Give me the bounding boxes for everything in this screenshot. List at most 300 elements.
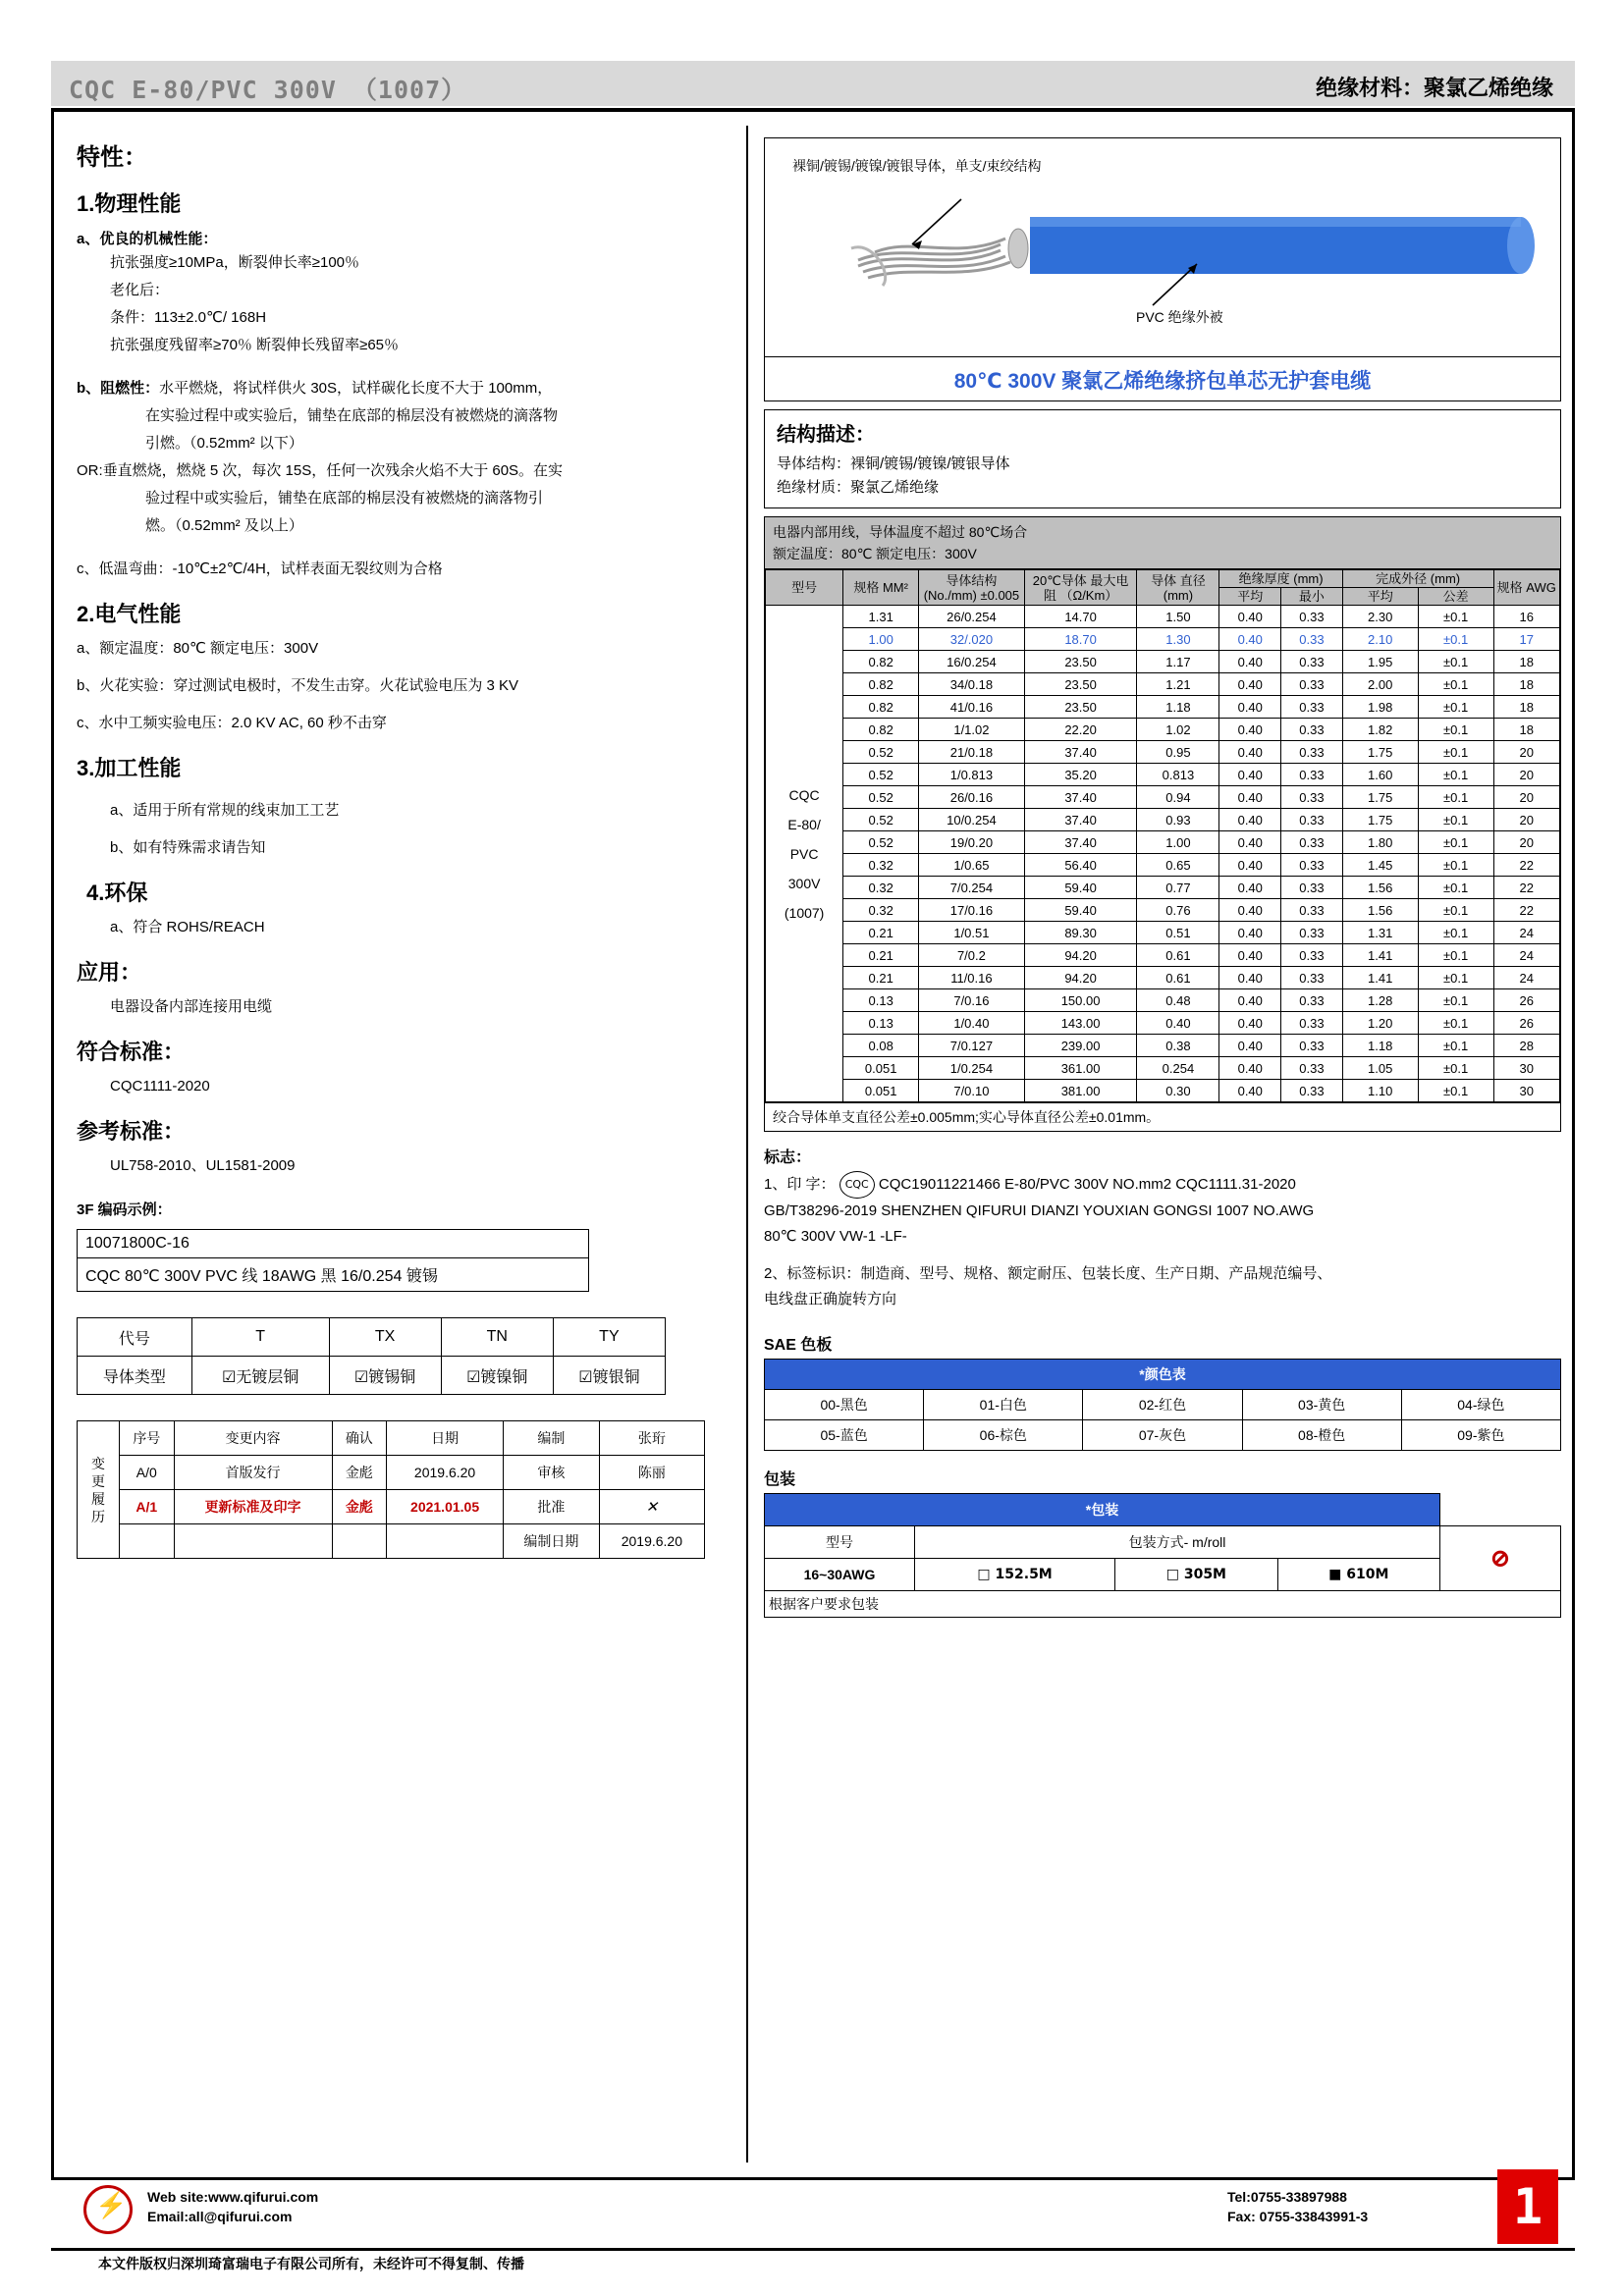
table-row bbox=[766, 741, 1560, 764]
spec-awg: 20 bbox=[1493, 809, 1559, 831]
physical-a-line3: 条件：113±2.0℃/ 168H bbox=[110, 309, 267, 326]
th-insulation: 绝缘厚度 (mm) bbox=[1219, 570, 1342, 588]
spec-awg: 18 bbox=[1493, 651, 1559, 673]
physical-a-line1: 抗张强度≥10MPa，断裂伸长率≥100％ bbox=[110, 254, 360, 271]
spec-conductor: 11/0.16 bbox=[919, 967, 1025, 989]
table-row bbox=[765, 1360, 1561, 1390]
spec-out-tol: ±0.1 bbox=[1418, 922, 1493, 944]
footer-website[interactable]: Web site:www.qifurui.com bbox=[147, 2189, 319, 2205]
spec-out-avg: 1.98 bbox=[1342, 696, 1418, 719]
features-title: 特性： bbox=[77, 144, 147, 171]
footer-tel: Tel:0755-33897988 bbox=[1227, 2189, 1347, 2205]
spec-resistance: 381.00 bbox=[1024, 1080, 1137, 1102]
spec-resistance: 56.40 bbox=[1024, 854, 1137, 877]
conductor-type-tx[interactable]: ☑镀锡铜 bbox=[329, 1357, 441, 1395]
th-model: 型号 bbox=[766, 570, 843, 606]
section-processing-title: 3.加工性能 bbox=[77, 756, 182, 780]
spec-size: 0.08 bbox=[843, 1035, 919, 1057]
spec-awg: 20 bbox=[1493, 831, 1559, 854]
physical-b-line4: OR:垂直燃烧，燃烧 5 次，每次 15S，任何一次残余火焰不大于 60S。在实 bbox=[77, 462, 564, 479]
spec-size: 0.52 bbox=[843, 764, 919, 786]
color-04: 04-绿色 bbox=[1401, 1390, 1560, 1420]
electrical-c-line: c、水中工频实验电压：2.0 KV AC, 60 秒不击穿 bbox=[77, 715, 387, 731]
table-row bbox=[766, 628, 1560, 651]
header-right-title: 绝缘材料：聚氯乙烯绝缘 bbox=[1315, 76, 1553, 100]
footer-email[interactable]: Email:all@qifurui.com bbox=[147, 2209, 293, 2224]
table-row bbox=[766, 1080, 1560, 1102]
cable-illustration-box bbox=[764, 137, 1561, 357]
footer-rule-top bbox=[51, 2177, 1575, 2180]
table-row bbox=[78, 1456, 705, 1490]
structure-line2: 绝缘材质：聚氯乙烯绝缘 bbox=[777, 479, 940, 496]
th-insulation-avg: 平均 bbox=[1219, 588, 1281, 606]
packaging-h-method: 包装方式- m/roll bbox=[915, 1526, 1440, 1559]
footer-phone-block bbox=[1227, 2187, 1368, 2226]
processing-b-line: b、如有特殊需求请告知 bbox=[110, 839, 266, 856]
spec-awg: 28 bbox=[1493, 1035, 1559, 1057]
spec-ins-min: 0.33 bbox=[1281, 719, 1343, 741]
spec-out-avg: 1.56 bbox=[1342, 899, 1418, 922]
marking-line1 bbox=[764, 1171, 1561, 1199]
footer-rule-bottom bbox=[51, 2248, 1575, 2251]
code-tx: TX bbox=[329, 1318, 441, 1357]
spec-awg: 16 bbox=[1493, 606, 1559, 628]
column-divider bbox=[746, 126, 748, 2163]
spec-size: 0.051 bbox=[843, 1080, 919, 1102]
code-t: T bbox=[191, 1318, 329, 1357]
spec-ins-min: 0.33 bbox=[1281, 1080, 1343, 1102]
spec-diameter: 0.94 bbox=[1137, 786, 1219, 809]
spec-resistance: 37.40 bbox=[1024, 831, 1137, 854]
table-row bbox=[766, 764, 1560, 786]
spec-ins-avg: 0.40 bbox=[1219, 1012, 1281, 1035]
color-table-title: *颜色表 bbox=[765, 1360, 1561, 1390]
conductor-type-tn[interactable]: ☑镀镍铜 bbox=[441, 1357, 553, 1395]
spec-out-avg: 2.00 bbox=[1342, 673, 1418, 696]
th-diameter: 导体 直径 (mm) bbox=[1137, 570, 1219, 606]
th-size: 规格 MM² bbox=[843, 570, 919, 606]
spec-conductor: 7/0.254 bbox=[919, 877, 1025, 899]
th-awg: 规格 AWG bbox=[1493, 570, 1559, 606]
table-row bbox=[766, 831, 1560, 854]
table-row bbox=[78, 1490, 705, 1524]
application-title: 应用： bbox=[77, 960, 142, 985]
structure-line1: 导体结构：裸铜/镀锡/镀镍/镀银导体 bbox=[777, 455, 1010, 472]
spec-ins-min: 0.33 bbox=[1281, 628, 1343, 651]
spec-diameter: 0.30 bbox=[1137, 1080, 1219, 1102]
th-outer: 完成外径 (mm) bbox=[1342, 570, 1493, 588]
spec-out-avg: 1.75 bbox=[1342, 809, 1418, 831]
conductor-type-t[interactable]: ☑无镀层铜 bbox=[191, 1357, 329, 1395]
spec-awg: 18 bbox=[1493, 719, 1559, 741]
spec-resistance: 94.20 bbox=[1024, 944, 1137, 967]
spec-out-tol: ±0.1 bbox=[1418, 764, 1493, 786]
spec-conductor: 7/0.10 bbox=[919, 1080, 1025, 1102]
color-00: 00-黑色 bbox=[765, 1390, 924, 1420]
spec-resistance: 143.00 bbox=[1024, 1012, 1137, 1035]
spec-ins-avg: 0.40 bbox=[1219, 786, 1281, 809]
spec-out-tol: ±0.1 bbox=[1418, 1012, 1493, 1035]
spec-ins-min: 0.33 bbox=[1281, 1057, 1343, 1080]
spec-diameter: 0.40 bbox=[1137, 1012, 1219, 1035]
spec-out-avg: 1.41 bbox=[1342, 967, 1418, 989]
spec-conductor: 41/0.16 bbox=[919, 696, 1025, 719]
spec-resistance: 23.50 bbox=[1024, 673, 1137, 696]
spec-resistance: 59.40 bbox=[1024, 899, 1137, 922]
spec-ins-avg: 0.40 bbox=[1219, 764, 1281, 786]
spec-conductor: 16/0.254 bbox=[919, 651, 1025, 673]
spec-ins-min: 0.33 bbox=[1281, 651, 1343, 673]
table-row bbox=[766, 877, 1560, 899]
spec-conductor: 26/0.16 bbox=[919, 786, 1025, 809]
table-row bbox=[766, 606, 1560, 628]
spec-diameter: 1.02 bbox=[1137, 719, 1219, 741]
spec-resistance: 37.40 bbox=[1024, 786, 1137, 809]
spec-awg: 30 bbox=[1493, 1057, 1559, 1080]
spec-table-footnote: 绞合导体单支直径公差±0.005mm;实心导体直径公差±0.01mm。 bbox=[765, 1102, 1560, 1131]
marking-section bbox=[764, 1146, 1561, 1312]
table-row bbox=[766, 673, 1560, 696]
spec-size: 0.82 bbox=[843, 696, 919, 719]
spec-awg: 26 bbox=[1493, 989, 1559, 1012]
coding-example-box bbox=[77, 1229, 589, 1292]
spec-size: 0.32 bbox=[843, 899, 919, 922]
page-number: 1 bbox=[1497, 2169, 1558, 2244]
revision-r2-content: 更新标准及印字 bbox=[174, 1490, 332, 1524]
physical-a-line2: 老化后： bbox=[110, 282, 170, 298]
spec-out-tol: ±0.1 bbox=[1418, 899, 1493, 922]
coding-example-line1: 10071800C-16 bbox=[78, 1230, 588, 1258]
packaging-section bbox=[764, 1467, 1561, 1618]
approval-signature: ✕ bbox=[599, 1490, 704, 1524]
table-row bbox=[766, 809, 1560, 831]
revision-r2-role: 批准 bbox=[504, 1490, 600, 1524]
spec-awg: 18 bbox=[1493, 673, 1559, 696]
spec-ins-avg: 0.40 bbox=[1219, 809, 1281, 831]
table-row bbox=[766, 1012, 1560, 1035]
revision-r1-no: A/0 bbox=[120, 1456, 175, 1490]
color-06: 06-棕色 bbox=[924, 1420, 1083, 1451]
spec-diameter: 1.30 bbox=[1137, 628, 1219, 651]
revision-r1-name: 陈丽 bbox=[599, 1456, 704, 1490]
th-resistance: 20℃导体 最大电阻 （Ω/Km） bbox=[1024, 570, 1137, 606]
spec-conductor: 32/.020 bbox=[919, 628, 1025, 651]
spec-size: 0.21 bbox=[843, 944, 919, 967]
spec-awg: 17 bbox=[1493, 628, 1559, 651]
spec-awg: 24 bbox=[1493, 944, 1559, 967]
revision-r3-content bbox=[174, 1524, 332, 1559]
spec-awg: 20 bbox=[1493, 764, 1559, 786]
revision-r1-date: 2019.6.20 bbox=[387, 1456, 504, 1490]
revision-vertical-label: 变 更 履 历 bbox=[78, 1421, 120, 1559]
electrical-a-line: a、额定温度：80℃ 额定电压：300V bbox=[77, 640, 319, 657]
spec-ins-avg: 0.40 bbox=[1219, 899, 1281, 922]
spec-diameter: 0.38 bbox=[1137, 1035, 1219, 1057]
spec-out-tol: ±0.1 bbox=[1418, 606, 1493, 628]
spec-ins-min: 0.33 bbox=[1281, 922, 1343, 944]
spec-out-avg: 1.45 bbox=[1342, 854, 1418, 877]
spec-ins-min: 0.33 bbox=[1281, 1035, 1343, 1057]
revision-r2-no: A/1 bbox=[120, 1490, 175, 1524]
cable-caption: 80℃ 300V 聚氯乙烯绝缘挤包单芯无护套电缆 bbox=[953, 370, 1372, 393]
physical-b-row bbox=[77, 376, 725, 401]
th-outer-avg: 平均 bbox=[1342, 588, 1418, 606]
company-logo-icon: ⚡ bbox=[83, 2185, 129, 2230]
table-row bbox=[78, 1421, 705, 1456]
application-text: 电器设备内部连接用电缆 bbox=[110, 998, 273, 1015]
spec-ins-avg: 0.40 bbox=[1219, 628, 1281, 651]
spec-awg: 22 bbox=[1493, 899, 1559, 922]
packaging-opt-305[interactable]: □ 305M bbox=[1115, 1559, 1277, 1591]
packaging-table-title: *包装 bbox=[765, 1494, 1440, 1526]
spec-size: 0.13 bbox=[843, 1012, 919, 1035]
structure-title: 结构描述： bbox=[777, 424, 875, 446]
table-row bbox=[766, 944, 1560, 967]
spec-size: 0.52 bbox=[843, 831, 919, 854]
physical-b-line3: 引燃。（0.52mm² 以下） bbox=[145, 435, 303, 452]
spec-diameter: 0.76 bbox=[1137, 899, 1219, 922]
right-column bbox=[764, 137, 1561, 1618]
spec-size: 0.82 bbox=[843, 719, 919, 741]
spec-ins-avg: 0.40 bbox=[1219, 1035, 1281, 1057]
spec-out-tol: ±0.1 bbox=[1418, 741, 1493, 764]
company-logo: ⊘ bbox=[1440, 1526, 1561, 1591]
packaging-model: 16~30AWG bbox=[765, 1559, 915, 1591]
left-column bbox=[77, 137, 725, 1559]
reference-text: UL758-2010、UL1581-2009 bbox=[110, 1157, 296, 1174]
spec-conductor: 7/0.127 bbox=[919, 1035, 1025, 1057]
table-row bbox=[765, 1390, 1561, 1420]
spec-resistance: 37.40 bbox=[1024, 809, 1137, 831]
table-row bbox=[78, 1318, 666, 1357]
spec-ins-min: 0.33 bbox=[1281, 967, 1343, 989]
spec-resistance: 59.40 bbox=[1024, 877, 1137, 899]
spec-out-tol: ±0.1 bbox=[1418, 651, 1493, 673]
color-05: 05-蓝色 bbox=[765, 1420, 924, 1451]
spec-note-line2: 额定温度：80℃ 额定电压：300V bbox=[773, 546, 977, 561]
spec-out-avg: 1.05 bbox=[1342, 1057, 1418, 1080]
spec-ins-avg: 0.40 bbox=[1219, 741, 1281, 764]
table-row bbox=[766, 1035, 1560, 1057]
spec-ins-avg: 0.40 bbox=[1219, 696, 1281, 719]
spec-diameter: 0.254 bbox=[1137, 1057, 1219, 1080]
section-electrical-title: 2.电气性能 bbox=[77, 602, 182, 626]
spec-resistance: 150.00 bbox=[1024, 989, 1137, 1012]
spec-ins-min: 0.33 bbox=[1281, 854, 1343, 877]
spec-out-avg: 1.56 bbox=[1342, 877, 1418, 899]
table-row bbox=[78, 1357, 666, 1395]
spec-out-tol: ±0.1 bbox=[1418, 854, 1493, 877]
table-row bbox=[766, 967, 1560, 989]
spec-diameter: 0.65 bbox=[1137, 854, 1219, 877]
spec-size: 0.051 bbox=[843, 1057, 919, 1080]
spec-out-avg: 1.95 bbox=[1342, 651, 1418, 673]
revision-r3-confirm bbox=[332, 1524, 387, 1559]
spec-out-avg: 2.30 bbox=[1342, 606, 1418, 628]
spec-diameter: 1.00 bbox=[1137, 831, 1219, 854]
spec-conductor: 1/0.40 bbox=[919, 1012, 1025, 1035]
table-row bbox=[766, 989, 1560, 1012]
packaging-h-model: 型号 bbox=[765, 1526, 915, 1559]
spec-resistance: 18.70 bbox=[1024, 628, 1137, 651]
spec-ins-min: 0.33 bbox=[1281, 809, 1343, 831]
marking-title: 标志： bbox=[764, 1149, 812, 1166]
spec-size: 0.32 bbox=[843, 877, 919, 899]
spec-resistance: 23.50 bbox=[1024, 651, 1137, 673]
spec-out-avg: 1.28 bbox=[1342, 989, 1418, 1012]
spec-conductor: 7/0.16 bbox=[919, 989, 1025, 1012]
conductor-type-label: 导体类型 bbox=[78, 1357, 192, 1395]
revision-h-role: 编制 bbox=[504, 1421, 600, 1456]
spec-ins-avg: 0.40 bbox=[1219, 1080, 1281, 1102]
spec-conductor: 19/0.20 bbox=[919, 831, 1025, 854]
spec-conductor: 7/0.2 bbox=[919, 944, 1025, 967]
spec-awg: 24 bbox=[1493, 922, 1559, 944]
revision-r2-confirm: 金彪 bbox=[332, 1490, 387, 1524]
spec-resistance: 94.20 bbox=[1024, 967, 1137, 989]
spec-size: 0.21 bbox=[843, 922, 919, 944]
spec-ins-min: 0.33 bbox=[1281, 673, 1343, 696]
packaging-table bbox=[764, 1493, 1561, 1591]
spec-conductor: 1/0.813 bbox=[919, 764, 1025, 786]
spec-size: 0.32 bbox=[843, 854, 919, 877]
conductor-type-ty[interactable]: ☑镀银铜 bbox=[553, 1357, 665, 1395]
spec-ins-avg: 0.40 bbox=[1219, 967, 1281, 989]
table-row bbox=[766, 854, 1560, 877]
spec-ins-avg: 0.40 bbox=[1219, 877, 1281, 899]
spec-diameter: 0.95 bbox=[1137, 741, 1219, 764]
spec-diameter: 0.48 bbox=[1137, 989, 1219, 1012]
spec-ins-min: 0.33 bbox=[1281, 764, 1343, 786]
spec-ins-avg: 0.40 bbox=[1219, 854, 1281, 877]
spec-out-avg: 1.75 bbox=[1342, 786, 1418, 809]
spec-conductor: 10/0.254 bbox=[919, 809, 1025, 831]
spec-model-cell: CQC E-80/ PVC 300V (1007) bbox=[766, 606, 843, 1102]
spec-awg: 18 bbox=[1493, 696, 1559, 719]
spec-out-tol: ±0.1 bbox=[1418, 809, 1493, 831]
spec-conductor: 1/0.65 bbox=[919, 854, 1025, 877]
table-row bbox=[765, 1526, 1561, 1559]
revision-r1-role: 审核 bbox=[504, 1456, 600, 1490]
spec-note-line1: 电器内部用线，导体温度不超过 80℃场合 bbox=[773, 524, 1028, 540]
spec-awg: 20 bbox=[1493, 741, 1559, 764]
table-header-row bbox=[766, 570, 1560, 588]
spec-out-avg: 1.18 bbox=[1342, 1035, 1418, 1057]
spec-ins-avg: 0.40 bbox=[1219, 831, 1281, 854]
spec-note bbox=[765, 517, 1560, 569]
spec-diameter: 0.813 bbox=[1137, 764, 1219, 786]
revision-h-confirm: 确认 bbox=[332, 1421, 387, 1456]
footer-fax: Fax: 0755-33843991-3 bbox=[1227, 2209, 1369, 2224]
spec-ins-min: 0.33 bbox=[1281, 741, 1343, 764]
spec-ins-avg: 0.40 bbox=[1219, 1057, 1281, 1080]
spec-awg: 22 bbox=[1493, 877, 1559, 899]
spec-ins-min: 0.33 bbox=[1281, 899, 1343, 922]
spec-ins-min: 0.33 bbox=[1281, 606, 1343, 628]
spec-diameter: 0.77 bbox=[1137, 877, 1219, 899]
spec-ins-min: 0.33 bbox=[1281, 1012, 1343, 1035]
spec-size: 0.52 bbox=[843, 809, 919, 831]
marking-line2: GB/T38296-2019 SHENZHEN QIFURUI DIANZI YOUXIAN GONGSI 1007 NO.AWG bbox=[764, 1202, 1315, 1219]
revision-h-date: 日期 bbox=[387, 1421, 504, 1456]
spec-size: 0.21 bbox=[843, 967, 919, 989]
spec-ins-avg: 0.40 bbox=[1219, 989, 1281, 1012]
marking-line1-text: CQC19011221466 E-80/PVC 300V NO.mm2 CQC1111.31-2020 bbox=[878, 1175, 1296, 1193]
spec-ins-min: 0.33 bbox=[1281, 877, 1343, 899]
table-row bbox=[765, 1420, 1561, 1451]
packaging-opt-610[interactable]: ■ 610M bbox=[1277, 1559, 1439, 1591]
spec-out-tol: ±0.1 bbox=[1418, 989, 1493, 1012]
spec-out-avg: 1.75 bbox=[1342, 741, 1418, 764]
code-tn: TN bbox=[441, 1318, 553, 1357]
spec-conductor: 17/0.16 bbox=[919, 899, 1025, 922]
revision-table bbox=[77, 1420, 705, 1559]
table-row bbox=[766, 696, 1560, 719]
spec-out-tol: ±0.1 bbox=[1418, 967, 1493, 989]
spec-resistance: 23.50 bbox=[1024, 696, 1137, 719]
spec-awg: 24 bbox=[1493, 967, 1559, 989]
spec-size: 0.52 bbox=[843, 741, 919, 764]
header-left-title: CQC E-80/PVC 300V （1007） bbox=[69, 76, 467, 104]
sae-title: SAE 色板 bbox=[764, 1337, 833, 1354]
revision-r1-content: 首版发行 bbox=[174, 1456, 332, 1490]
spec-diameter: 0.93 bbox=[1137, 809, 1219, 831]
packaging-opt-152[interactable]: □ 152.5M bbox=[915, 1559, 1115, 1591]
spec-out-avg: 2.10 bbox=[1342, 628, 1418, 651]
spec-resistance: 35.20 bbox=[1024, 764, 1137, 786]
table-row bbox=[766, 719, 1560, 741]
electrical-b-line: b、火花实验：穿过测试电极时，不发生击穿。火花试验电压为 3 KV bbox=[77, 677, 519, 694]
spec-out-tol: ±0.1 bbox=[1418, 877, 1493, 899]
color-07: 07-灰色 bbox=[1083, 1420, 1242, 1451]
spec-conductor: 1/0.51 bbox=[919, 922, 1025, 944]
spec-out-tol: ±0.1 bbox=[1418, 831, 1493, 854]
revision-r2-date: 2021.01.05 bbox=[387, 1490, 504, 1524]
cable-caption-box bbox=[764, 357, 1561, 401]
spec-out-avg: 1.20 bbox=[1342, 1012, 1418, 1035]
th-insulation-min: 最小 bbox=[1281, 588, 1343, 606]
physical-b-line6: 燃。（0.52mm² 及以上） bbox=[145, 517, 303, 534]
spec-awg: 30 bbox=[1493, 1080, 1559, 1102]
marking-line5: 电线盘正确旋转方向 bbox=[764, 1291, 897, 1308]
spec-resistance: 361.00 bbox=[1024, 1057, 1137, 1080]
spec-ins-min: 0.33 bbox=[1281, 989, 1343, 1012]
cqc-logo-icon: CQC bbox=[839, 1171, 875, 1199]
spec-out-tol: ±0.1 bbox=[1418, 1057, 1493, 1080]
spec-diameter: 1.17 bbox=[1137, 651, 1219, 673]
physical-a-label: a、优良的机械性能： bbox=[77, 231, 218, 247]
revision-r3-no bbox=[120, 1524, 175, 1559]
spec-size: 1.31 bbox=[843, 606, 919, 628]
conductor-type-table bbox=[77, 1317, 666, 1395]
spec-size: 0.82 bbox=[843, 651, 919, 673]
reference-title: 参考标准： bbox=[77, 1119, 186, 1144]
spec-out-tol: ±0.1 bbox=[1418, 673, 1493, 696]
physical-b-label: b、阻燃性： bbox=[77, 380, 160, 397]
revision-h-name: 张珩 bbox=[599, 1421, 704, 1456]
spec-out-avg: 1.10 bbox=[1342, 1080, 1418, 1102]
specification-table-body bbox=[766, 606, 1560, 1102]
processing-a-line: a、适用于所有常规的线束加工工艺 bbox=[110, 802, 340, 819]
spec-conductor: 26/0.254 bbox=[919, 606, 1025, 628]
header-rule bbox=[51, 108, 1575, 112]
spec-diameter: 0.51 bbox=[1137, 922, 1219, 944]
code-label: 代号 bbox=[78, 1318, 192, 1357]
physical-b-line5: 验过程中或实验后，铺垫在底部的棉层没有被燃烧的滴落物引 bbox=[145, 490, 544, 507]
spec-diameter: 1.18 bbox=[1137, 696, 1219, 719]
revision-r3-name: 2019.6.20 bbox=[599, 1524, 704, 1559]
physical-a-line4: 抗张强度残留率≥70％ 断裂伸长残留率≥65％ bbox=[110, 337, 400, 353]
